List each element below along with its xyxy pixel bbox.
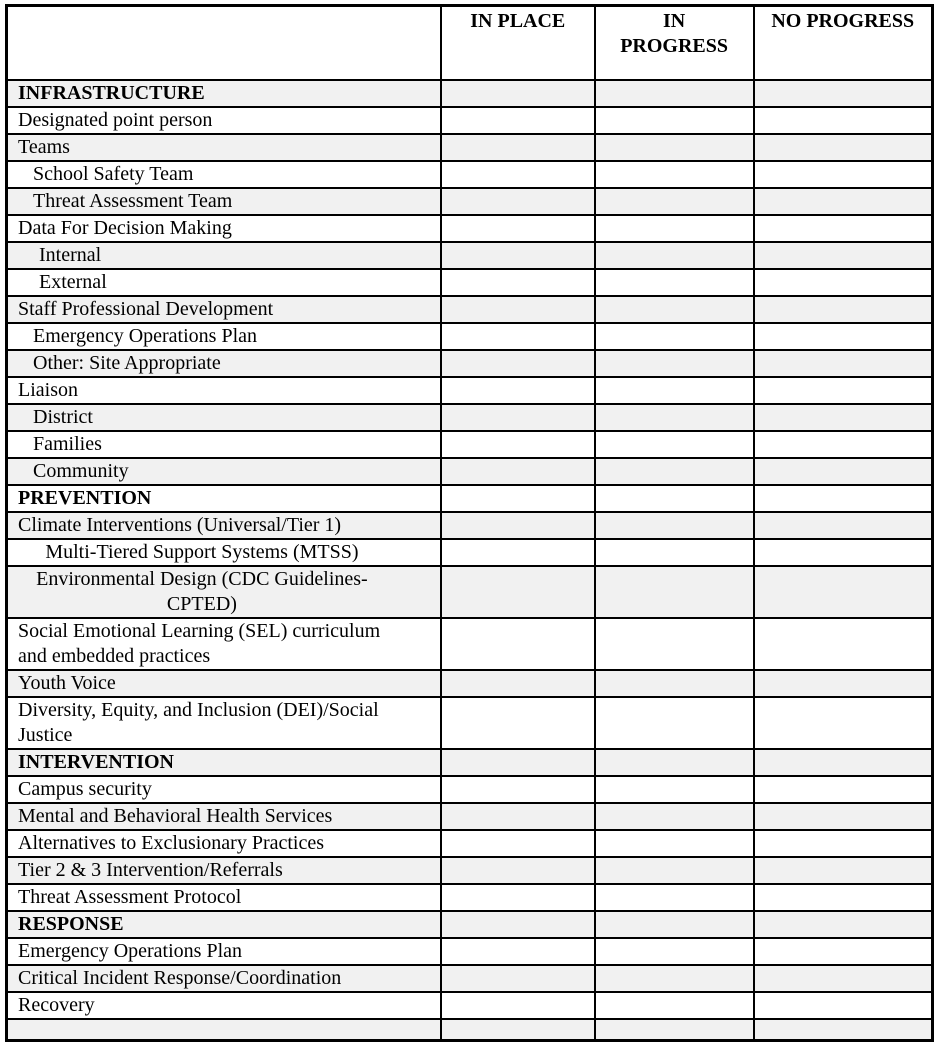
cell-in-progress [595, 911, 754, 938]
item-row [7, 404, 933, 431]
section-row [7, 485, 933, 512]
cell-in-progress[interactable] [595, 618, 754, 670]
section-label: RESPONSE [7, 911, 441, 938]
item-row [7, 512, 933, 539]
section-label: PREVENTION [7, 485, 441, 512]
item-label: Internal [7, 242, 441, 269]
section-label: INFRASTRUCTURE [7, 80, 441, 107]
cell-in-place[interactable] [441, 938, 595, 965]
cell-in-progress[interactable] [595, 404, 754, 431]
cell-no-progress[interactable] [754, 697, 933, 749]
item-label: Mental and Behavioral Health Services [7, 803, 441, 830]
column-header-in-place: IN PLACE [441, 6, 595, 80]
cell-in-progress [595, 485, 754, 512]
cell-in-place[interactable] [441, 803, 595, 830]
cell-in-place[interactable] [441, 458, 595, 485]
item-label: Threat Assessment Team [7, 188, 441, 215]
cell-in-progress[interactable] [595, 215, 754, 242]
cell-in-place[interactable] [441, 350, 595, 377]
cell-no-progress[interactable] [754, 938, 933, 965]
cell-no-progress[interactable] [754, 857, 933, 884]
cell-in-place[interactable] [441, 296, 595, 323]
item-row [7, 215, 933, 242]
item-row [7, 242, 933, 269]
item-label: Data For Decision Making [7, 215, 441, 242]
cell-in-place[interactable] [441, 566, 595, 618]
cell-in-progress[interactable] [595, 566, 754, 618]
cell-in-progress[interactable] [595, 431, 754, 458]
cell-in-progress[interactable] [595, 1019, 754, 1041]
cell-in-place[interactable] [441, 269, 595, 296]
cell-in-progress[interactable] [595, 697, 754, 749]
cell-in-progress[interactable] [595, 938, 754, 965]
cell-no-progress[interactable] [754, 539, 933, 566]
cell-no-progress[interactable] [754, 965, 933, 992]
cell-no-progress[interactable] [754, 161, 933, 188]
item-row [7, 697, 933, 749]
item-label: Community [7, 458, 441, 485]
cell-in-progress[interactable] [595, 992, 754, 1019]
cell-no-progress[interactable] [754, 776, 933, 803]
cell-in-progress [595, 80, 754, 107]
cell-in-place[interactable] [441, 431, 595, 458]
cell-in-progress[interactable] [595, 188, 754, 215]
item-label: Other: Site Appropriate [7, 350, 441, 377]
cell-in-place[interactable] [441, 134, 595, 161]
item-row [7, 670, 933, 697]
cell-no-progress[interactable] [754, 107, 933, 134]
cell-in-place[interactable] [441, 857, 595, 884]
item-row [7, 618, 933, 670]
item-row [7, 857, 933, 884]
column-header-in-progress: IN PROGRESS [595, 6, 754, 80]
cell-no-progress [754, 749, 933, 776]
item-row [7, 377, 933, 404]
cell-in-place[interactable] [441, 776, 595, 803]
cell-in-place[interactable] [441, 215, 595, 242]
cell-no-progress[interactable] [754, 404, 933, 431]
cell-in-place[interactable] [441, 830, 595, 857]
cell-no-progress [754, 485, 933, 512]
item-label: Staff Professional Development [7, 296, 441, 323]
cell-in-progress[interactable] [595, 107, 754, 134]
cell-in-place[interactable] [441, 512, 595, 539]
cell-in-place[interactable] [441, 539, 595, 566]
item-label: External [7, 269, 441, 296]
section-row [7, 80, 933, 107]
section-label: INTERVENTION [7, 749, 441, 776]
cell-in-place[interactable] [441, 242, 595, 269]
cell-in-progress[interactable] [595, 539, 754, 566]
item-row [7, 992, 933, 1019]
item-label: Tier 2 & 3 Intervention/Referrals [7, 857, 441, 884]
item-row [7, 296, 933, 323]
cell-in-progress[interactable] [595, 884, 754, 911]
item-row [7, 431, 933, 458]
cell-in-progress[interactable] [595, 269, 754, 296]
item-row [7, 107, 933, 134]
item-label: Recovery [7, 992, 441, 1019]
item-label: Environmental Design (CDC Guidelines-CPTED) [7, 566, 441, 618]
item-label: Climate Interventions (Universal/Tier 1) [7, 512, 441, 539]
item-row [7, 458, 933, 485]
item-label: Diversity, Equity, and Inclusion (DEI)/Social Justice [7, 697, 441, 749]
item-label: Designated point person [7, 107, 441, 134]
item-row [7, 161, 933, 188]
cell-in-progress[interactable] [595, 350, 754, 377]
cell-no-progress [754, 80, 933, 107]
cell-in-progress[interactable] [595, 803, 754, 830]
cell-no-progress [754, 911, 933, 938]
cell-in-progress[interactable] [595, 458, 754, 485]
header-blank-cell [7, 6, 441, 80]
cell-no-progress[interactable] [754, 215, 933, 242]
item-row [7, 965, 933, 992]
item-row [7, 269, 933, 296]
cell-in-progress [595, 749, 754, 776]
item-row [7, 884, 933, 911]
item-label: Social Emotional Learning (SEL) curriculum and embedded practices [7, 618, 441, 670]
cell-in-place [441, 749, 595, 776]
cell-in-progress[interactable] [595, 242, 754, 269]
item-label: Alternatives to Exclusionary Practices [7, 830, 441, 857]
cell-no-progress[interactable] [754, 1019, 933, 1041]
item-label: District [7, 404, 441, 431]
item-row [7, 188, 933, 215]
item-label: Youth Voice [7, 670, 441, 697]
cell-no-progress[interactable] [754, 884, 933, 911]
item-label: Emergency Operations Plan [7, 323, 441, 350]
cell-no-progress[interactable] [754, 803, 933, 830]
item-label: Families [7, 431, 441, 458]
cell-in-place[interactable] [441, 161, 595, 188]
cell-no-progress[interactable] [754, 242, 933, 269]
item-row [7, 803, 933, 830]
cell-in-progress[interactable] [595, 134, 754, 161]
cell-in-place[interactable] [441, 323, 595, 350]
cell-in-place[interactable] [441, 992, 595, 1019]
cell-in-progress[interactable] [595, 830, 754, 857]
cell-no-progress[interactable] [754, 566, 933, 618]
cell-no-progress[interactable] [754, 350, 933, 377]
cell-in-place[interactable] [441, 404, 595, 431]
section-row [7, 911, 933, 938]
cell-in-place[interactable] [441, 884, 595, 911]
cell-in-place [441, 485, 595, 512]
cell-in-progress[interactable] [595, 323, 754, 350]
cell-no-progress[interactable] [754, 377, 933, 404]
item-row [7, 539, 933, 566]
item-label: Critical Incident Response/Coordination [7, 965, 441, 992]
cell-in-place[interactable] [441, 965, 595, 992]
item-label: Threat Assessment Protocol [7, 884, 441, 911]
cell-in-place[interactable] [441, 618, 595, 670]
section-row [7, 749, 933, 776]
cell-in-place[interactable] [441, 107, 595, 134]
cell-in-place[interactable] [441, 1019, 595, 1041]
cell-in-progress[interactable] [595, 965, 754, 992]
item-row [7, 134, 933, 161]
cell-in-progress[interactable] [595, 670, 754, 697]
cell-no-progress[interactable] [754, 269, 933, 296]
header-row [7, 6, 933, 80]
item-label: Campus security [7, 776, 441, 803]
cell-in-progress[interactable] [595, 512, 754, 539]
cell-in-place[interactable] [441, 697, 595, 749]
item-row [7, 350, 933, 377]
cell-in-progress[interactable] [595, 296, 754, 323]
cell-in-progress[interactable] [595, 161, 754, 188]
cell-no-progress[interactable] [754, 188, 933, 215]
cell-no-progress[interactable] [754, 670, 933, 697]
cell-no-progress[interactable] [754, 992, 933, 1019]
cell-no-progress[interactable] [754, 458, 933, 485]
cell-in-progress[interactable] [595, 776, 754, 803]
progress-checklist-table [5, 4, 934, 1042]
cell-in-place [441, 911, 595, 938]
item-row [7, 830, 933, 857]
cell-in-progress[interactable] [595, 857, 754, 884]
item-label [7, 1019, 441, 1041]
item-row [7, 938, 933, 965]
cell-in-place[interactable] [441, 377, 595, 404]
item-label: School Safety Team [7, 161, 441, 188]
item-label: Liaison [7, 377, 441, 404]
cell-in-place [441, 80, 595, 107]
cell-no-progress[interactable] [754, 512, 933, 539]
item-label: Emergency Operations Plan [7, 938, 441, 965]
cell-no-progress[interactable] [754, 134, 933, 161]
checklist-body [7, 80, 933, 1041]
cell-no-progress[interactable] [754, 323, 933, 350]
cell-in-place[interactable] [441, 188, 595, 215]
item-row [7, 566, 933, 618]
item-label: Teams [7, 134, 441, 161]
item-row [7, 1019, 933, 1041]
cell-no-progress[interactable] [754, 618, 933, 670]
item-row [7, 323, 933, 350]
item-label: Multi-Tiered Support Systems (MTSS) [7, 539, 441, 566]
cell-in-place[interactable] [441, 670, 595, 697]
cell-no-progress[interactable] [754, 830, 933, 857]
cell-in-progress[interactable] [595, 377, 754, 404]
cell-no-progress[interactable] [754, 431, 933, 458]
cell-no-progress[interactable] [754, 296, 933, 323]
item-row [7, 776, 933, 803]
column-header-no-progress: NO PROGRESS [754, 6, 933, 80]
